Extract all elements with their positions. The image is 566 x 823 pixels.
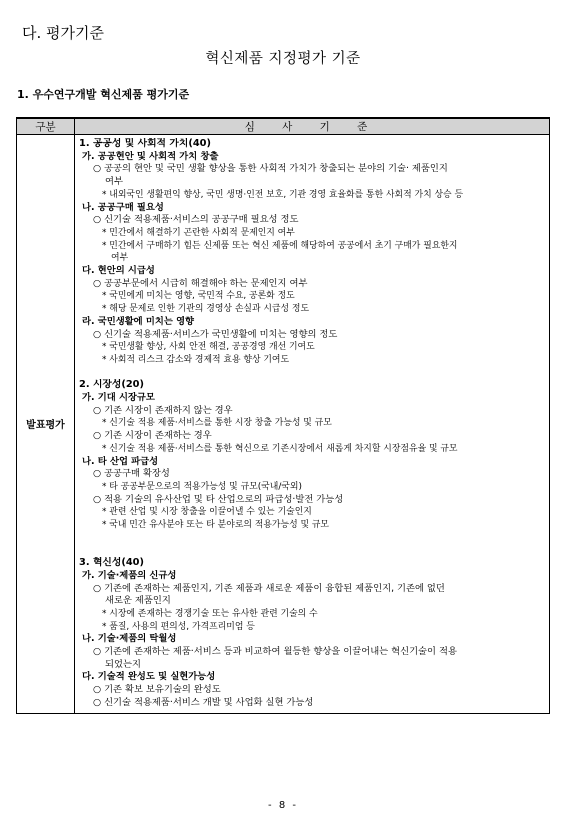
page-number: - 8 - xyxy=(268,800,298,811)
criteria-cell xyxy=(75,135,550,714)
criteria-line: * 사회적 리스크 감소와 경제적 효용 향상 기여도 xyxy=(102,354,290,365)
criteria-line: 다. 기술적 완성도 및 실현가능성 xyxy=(82,671,216,683)
criteria-line: * 시장에 존재하는 경쟁기술 또는 유사한 관련 기술의 수 xyxy=(102,608,318,619)
criteria-line: * 타 공공부문으로의 적용가능성 및 규모(국내/국외) xyxy=(102,481,302,492)
section-heading: 다. 평가기준 xyxy=(22,24,104,42)
criteria-list xyxy=(75,135,549,713)
category-cell: 발표평가 xyxy=(17,135,75,714)
criteria-line: 여부 xyxy=(111,253,129,264)
criteria-line: ○ 기존 시장이 존재하는 경우 xyxy=(93,430,212,442)
criteria-line: 다. 현안의 시급성 xyxy=(82,265,155,277)
criteria-line: 라. 국민생활에 미치는 영향 xyxy=(82,315,195,327)
criteria-line: ○ 기존 시장이 존재하지 않는 경우 xyxy=(93,404,233,416)
criteria-line: * 국내 민간 유사분야 또는 타 분야로의 적용가능성 및 규모 xyxy=(102,520,330,531)
criteria-line: ○ 신기술 적용제품·서비스의 공공구매 필요성 정도 xyxy=(93,214,299,226)
criteria-line: * 내외국인 생활편익 향상, 국민 생명·인전 보호, 기관 경영 효율화를 통한 사회적 가치 상승 등 xyxy=(102,189,464,200)
criteria-line: 나. 공공구매 필요성 xyxy=(82,201,164,213)
criteria-line: ○ 기존에 존재하는 제품인지, 기존 제품과 새로운 제품이 융합된 제품인지, 기존에 없던 xyxy=(93,582,445,594)
criteria-line: ○ 신기술 적용제품·서비스가 국민생활에 미치는 영향의 정도 xyxy=(93,328,338,340)
criteria-line: * 해당 문제로 인한 기관의 경영상 손실과 시급성 정도 xyxy=(102,304,310,315)
table-header-row xyxy=(17,118,550,135)
criteria-line: ○ 적용 기술의 유사산업 및 타 산업으로의 파급성·발전 가능성 xyxy=(93,493,344,505)
criteria-line: 3. 혁신성(40) xyxy=(79,557,144,569)
spacer xyxy=(75,544,545,557)
criteria-line: 나. 기술·제품의 탁월성 xyxy=(82,633,177,645)
criteria-line: ○ 공공부문에서 시급히 해결해야 하는 문제인지 여부 xyxy=(93,277,308,289)
criteria-line: ○ 신기술 적용제품·서비스 개발 및 사업화 실현 가능성 xyxy=(93,696,314,708)
criteria-line: * 품질, 사용의 편의성, 가격프리미엄 등 xyxy=(102,621,255,632)
criteria-line: 가. 기대 시장규모 xyxy=(82,392,155,404)
criteria-line: * 관련 산업 및 시장 창출을 이끌어낼 수 있는 기술인지 xyxy=(102,507,312,518)
criteria-line: 여부 xyxy=(105,176,123,188)
spacer xyxy=(75,367,545,380)
criteria-line: * 국민에게 미치는 영향, 국민적 수요, 공론화 정도 xyxy=(102,291,295,302)
criteria-line: * 민간에서 구매하기 힘든 신제품 또는 혁신 제품에 해당하여 공공에서 초기 구매가 필요한지 xyxy=(102,240,458,251)
criteria-line: 가. 공공현안 및 사회적 가치 창출 xyxy=(82,150,219,162)
criteria-line: ○ 기존 확보 보유기술의 완성도 xyxy=(93,684,221,696)
criteria-line: 나. 타 산업 파급성 xyxy=(82,455,159,467)
spacer xyxy=(75,532,545,545)
criteria-line: 2. 시장성(20) xyxy=(79,379,144,391)
column-header-category: 구분 xyxy=(17,118,75,135)
document-title: 혁신제품 지정평가 기준 xyxy=(205,51,361,67)
table-row xyxy=(17,135,550,714)
subsection-heading: 1. 우수연구개발 혁신제품 평가기준 xyxy=(17,88,190,101)
criteria-line: ○ 기존에 존재하는 제품·서비스 등과 비교하여 월등한 향상을 이끌어내는 혁신기술이 적용 xyxy=(93,646,457,658)
criteria-line: 되었는지 xyxy=(105,658,141,670)
criteria-line: * 국민생활 향상, 사회 안전 해결, 공공경영 개선 기여도 xyxy=(102,342,315,353)
criteria-line: ○ 공공구매 확장성 xyxy=(93,468,170,480)
criteria-table xyxy=(16,117,550,714)
criteria-line: 새로운 제품인지 xyxy=(105,595,171,607)
column-header-criteria: 심 사 기 준 xyxy=(75,118,550,135)
criteria-line: 1. 공공성 및 사회적 가치(40) xyxy=(79,138,211,149)
criteria-line: 가. 기술·제품의 신규성 xyxy=(82,569,177,581)
criteria-line: * 민간에서 해결하기 곤란한 사회적 문제인지 여부 xyxy=(102,227,295,238)
criteria-line: ○ 공공의 현안 및 국민 생활 향상을 통한 사회적 가치가 창출되는 분야의 기술· 제품인지 xyxy=(93,163,448,175)
criteria-line: * 신기술 적용 제품·서비스를 통한 혁신으로 기존시장에서 새롭게 차지할 시장점유율 및 규모 xyxy=(102,443,458,454)
criteria-line: * 신기술 적용 제품·서비스를 통한 시장 창출 가능성 및 규모 xyxy=(102,418,332,429)
